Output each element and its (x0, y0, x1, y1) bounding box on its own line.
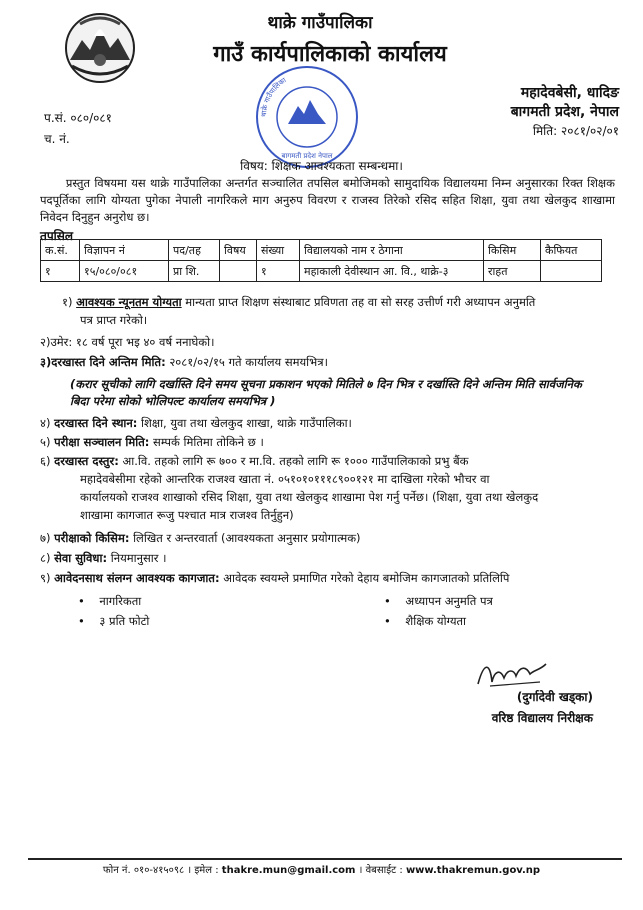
item-label: परीक्षाको किसिम: (54, 531, 130, 545)
item-fee (40, 453, 610, 470)
seal-text: थाक्रे गाउँपालिका (259, 76, 288, 118)
item-label: आवेदनसाथ संलग्न आवश्यक कागजात: (54, 571, 220, 585)
document-name: नागरिकता (99, 594, 142, 608)
svg-text:थाक्रे गाउँपालिका (260, 76, 288, 117)
office-name: गाउँ कार्यपालिकाको कार्यालय (213, 42, 447, 67)
signatory-title: वरिष्ठ विद्यालय निरीक्षक (491, 711, 593, 725)
item-number: ६) (40, 454, 51, 468)
cell-advert-no: १५/०८०/०८१ (80, 261, 169, 282)
cell-post: प्रा शि. (169, 261, 220, 282)
col-school: विद्यालयको नाम र ठेगाना (300, 240, 484, 261)
item-text: आ.वि. तहको लागि रू ७०० र मा.वि. तहको लागि रू १००० गाउँपालिकाको प्रभु बैंक (118, 454, 469, 468)
item-qualification-cont: पत्र प्राप्त गरेको। (80, 313, 148, 327)
col-sn: क.सं. (41, 240, 80, 261)
item-number: १) (62, 295, 73, 309)
document-name: ३ प्रति फोटो (99, 614, 150, 628)
municipality-name: थाक्रे गाउँपालिका (267, 13, 373, 33)
footer-contact (0, 862, 643, 876)
footer-divider (28, 858, 622, 860)
cell-school: महाकाली देवीस्थान आ. वि., थाक्रे-३ (300, 261, 484, 282)
item-age: २)उमेर: १८ वर्ष पूरा भइ ४० वर्ष ननाघेको। (40, 335, 215, 349)
intro-text: प्रस्तुत विषयमा यस थाक्रे गाउँपालिका अन्तर्गत सञ्चालित तपसिल बमोजिमको सामुदायिक विद्यालयमा निम्न अनुसारका रिक्त शिक्षक पदपूर्तिका लागि योग्यता पुगेका नेपाली नागरिकले माग अनुरुप विवरण र राजस्व तिरेको रसिद सहित शिक्षा, युवा तथा खेलकुद शाखामा निवेदन दिनुहुन अनुरोध छ। (40, 176, 615, 224)
list-item: • ३ प्रति फोटो (78, 614, 150, 628)
footer-website-link[interactable]: www.thakremun.gov.np (405, 865, 541, 876)
item-exam-date (40, 434, 264, 451)
col-remarks: कैफियत (541, 240, 602, 261)
address-line-2: बागमती प्रदेश, नेपाल (510, 104, 619, 120)
document-name: शैक्षिक योग्यता (405, 614, 467, 628)
seal-text: बागमती प्रदेश नेपाल (281, 152, 333, 160)
item-text: नियमानुसार । (107, 551, 167, 565)
col-count: संख्या (257, 240, 300, 261)
item-number: ४) (40, 416, 51, 430)
item-number: ७) (40, 531, 51, 545)
item-text: लिखित र अन्तरवार्ता (आवश्यकता अनुसार प्रयोगात्मक) (129, 531, 361, 545)
item-label: परीक्षा सञ्चालन मिति: (54, 435, 150, 449)
list-item: • अध्यापन अनुमति पत्र (384, 594, 493, 608)
item-place (40, 415, 352, 432)
list-item: • शैक्षिक योग्यता (384, 614, 467, 628)
item-number: ८) (40, 551, 51, 565)
cell-subject (220, 261, 257, 282)
office-seal-icon (252, 62, 362, 172)
item-fee-line3: कार्यालयको राजश्व शाखाको रसिद शिक्षा, युवा तथा खेलकुद शाखामा पेश गर्नु पर्नेछ। (शिक्षा, युवा तथा खेलकुद (80, 490, 539, 504)
item-fee-line2: महादेवबेसीमा रहेको आन्तरिक राजश्व खाता नं. ०५१०१०१११८९००१२१ मा दाखिला गरेको भौचर वा (80, 472, 490, 486)
item-documents (40, 570, 615, 587)
item-text: आवेदक स्वयम्ले प्रमाणित गरेको देहाय बमोजिम कागजातको प्रतिलिपि (219, 571, 510, 585)
letter-date: मिति: २०८१/०२/०१ (532, 124, 619, 138)
item-text: मान्यता प्राप्त शिक्षण संस्थाबाट प्रविणता तह वा सो सरह उत्तीर्ण गरी अध्यापन अनुमति (181, 295, 536, 309)
table-row (41, 261, 602, 282)
list-item: • नागरिकता (78, 594, 142, 608)
dispatch-number: च. नं. (44, 132, 70, 146)
item-label: ३)दरखास्त दिने अन्तिम मिति: (40, 355, 166, 369)
cell-count: १ (257, 261, 300, 282)
document-name: अध्यापन अनुमति पत्र (405, 594, 493, 608)
footer-email-link[interactable]: thakre.mun@gmail.com (221, 865, 356, 876)
vacancy-table (40, 239, 602, 282)
contract-note: (करार सूचीको लागि दर्खास्ति दिने समय सूचना प्रकाशन भएको मितिले ७ दिन भित्र र दर्खास्ति दिने अन्तिम मिति सार्वजनिक बिदा परेमा सोको भोलिपल्ट कार्यालय समयभित्र ) (70, 377, 582, 408)
cell-type: राहत (484, 261, 541, 282)
table-header-row (41, 240, 602, 261)
col-subject: विषय (220, 240, 257, 261)
item-deadline (40, 354, 328, 371)
tapsil-heading: तपसिल (40, 229, 74, 243)
item-text: सम्पर्क मितिमा तोकिने छ । (149, 435, 264, 449)
cell-remarks (541, 261, 602, 282)
signatory-name: (दुर्गादेवी खड्का) (516, 690, 593, 704)
reference-number: प.सं. ०८०/०८१ (44, 111, 112, 125)
item-label: दरखास्त दिने स्थान: (54, 416, 138, 430)
item-number: ५) (40, 435, 51, 449)
address-line-1: महादेवबेसी, धादिङ (520, 85, 619, 101)
item-label: सेवा सुविधा: (54, 551, 108, 565)
col-type: किसिम (484, 240, 541, 261)
item-label: दरखास्त दस्तुर: (54, 454, 119, 468)
item-number: ९) (40, 571, 51, 585)
cell-sn: १ (41, 261, 80, 282)
col-advert-no: विज्ञापन नं (80, 240, 169, 261)
col-post: पद/तह (169, 240, 220, 261)
item-fee-line4: शाखामा कागजात रूजु पश्चात मात्र राजश्व तिर्नुहुन) (80, 508, 294, 522)
item-label: आवश्यक न्यूनतम योग्यता (76, 295, 182, 309)
item-exam-type (40, 530, 361, 547)
item-qualification (62, 294, 602, 311)
intro-paragraph (40, 175, 615, 226)
footer-web-label: । वेबसाईट : (358, 865, 403, 876)
item-text: शिक्षा, युवा तथा खेलकुद शाखा, थाक्रे गाउँपालिका। (137, 416, 352, 430)
item-service (40, 550, 166, 567)
item-text: २०८१/०२/१५ गते कार्यालय समयभित्र। (165, 355, 328, 369)
subject-line: विषय: शिक्षक आवश्यकता सम्बन्धमा। (240, 159, 403, 173)
handwritten-signature-icon (470, 656, 560, 692)
footer-phone: फोन नं. ०१०-४१५०९८ । इमेल : (102, 865, 219, 876)
nepal-emblem-icon (60, 10, 140, 86)
